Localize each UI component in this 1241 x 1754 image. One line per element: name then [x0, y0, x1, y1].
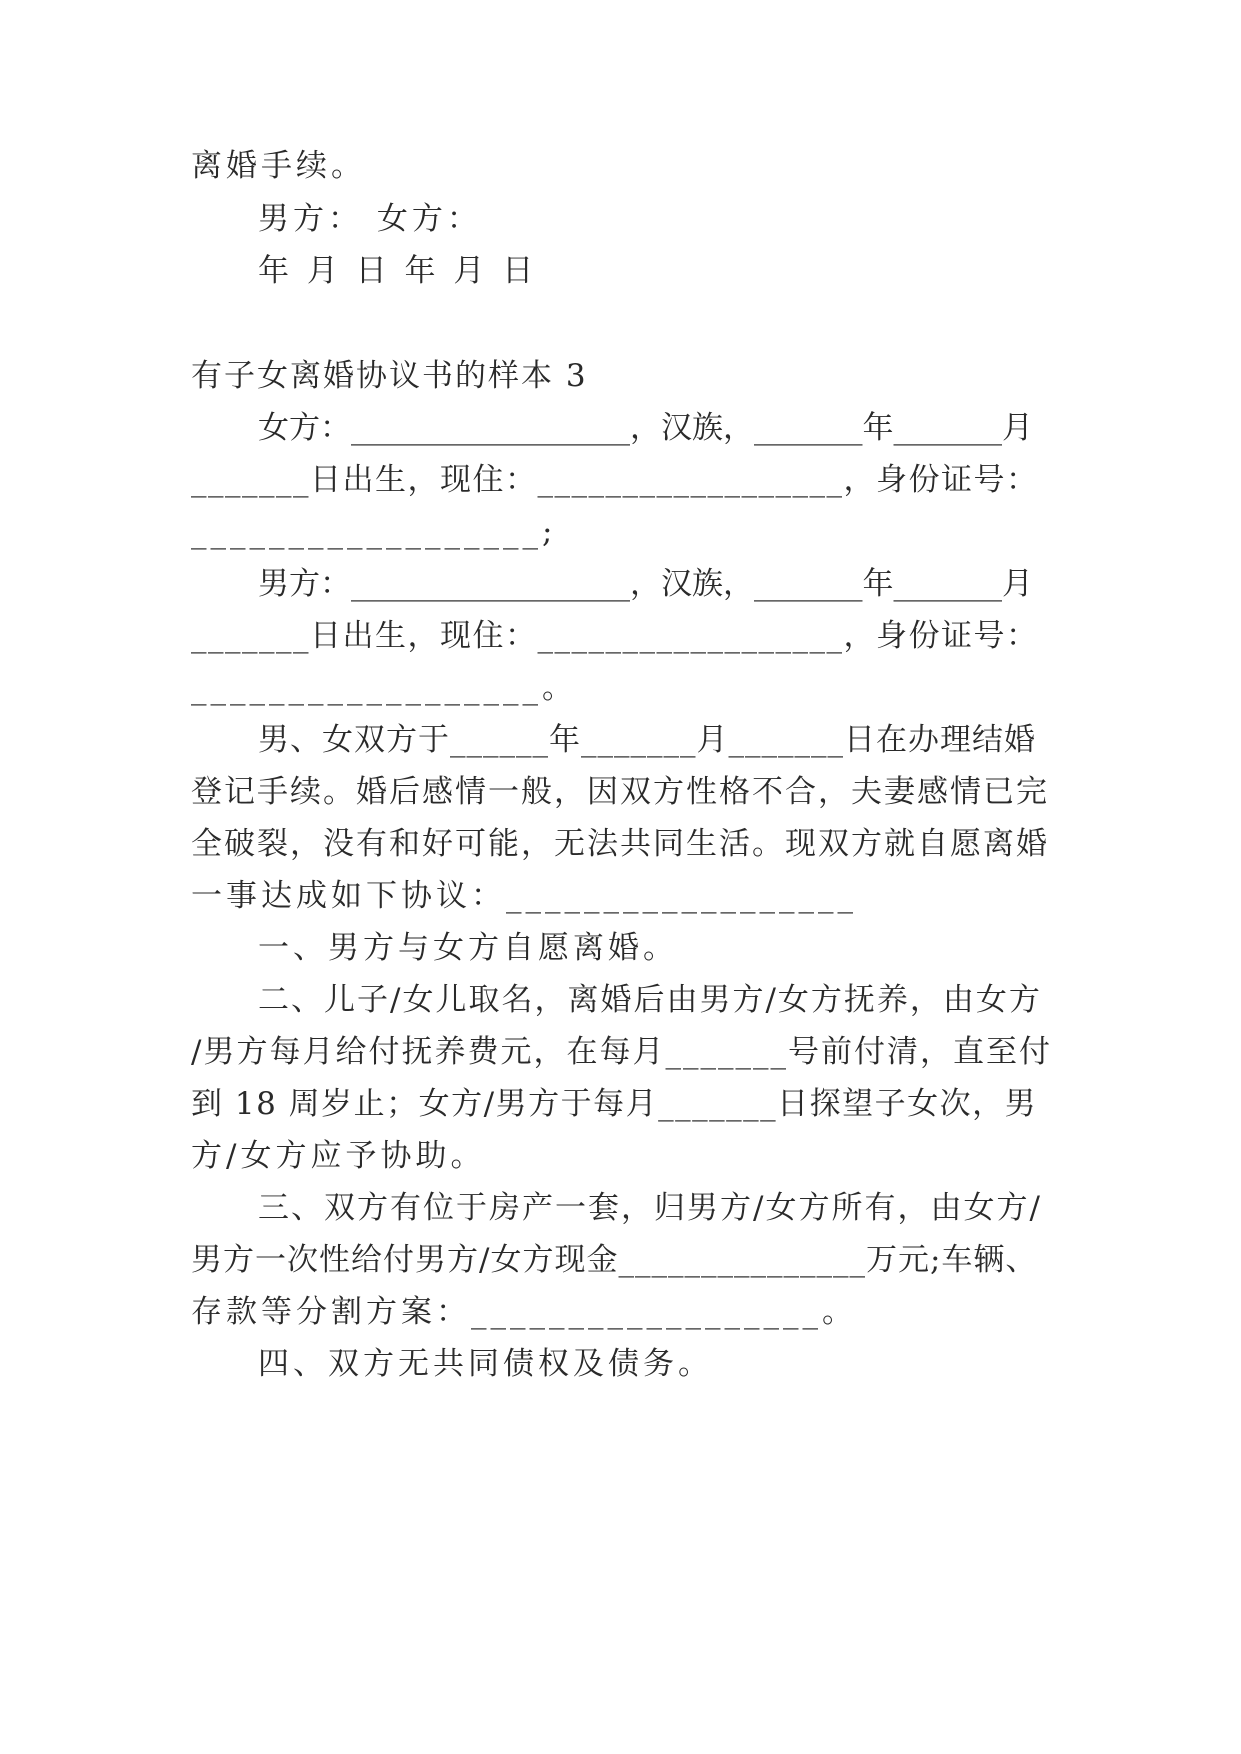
male-info-line-1: 男方：__________________，汉族，_______年_______月 — [258, 566, 1033, 602]
date-line: 年 月 日 年 月 日 — [258, 253, 538, 289]
clause-3-line-1: 三、双方有位于房产一套，归男方/女方所有，由女方/ — [258, 1190, 1042, 1226]
clause-2-line-2: /男方每月给付抚养费元，在每月_______号前付清，直至付 — [191, 1034, 1052, 1070]
clause-2-line-3: 到 18 周岁止；女方/男方于每月_______日探望子女次，男 — [191, 1086, 1038, 1122]
female-info-line-1: 女方：__________________，汉族，_______年_______月 — [258, 410, 1033, 446]
clause-4: 四、双方无共同债权及债务。 — [258, 1346, 713, 1382]
male-info-line-3: __________________。 — [191, 670, 577, 706]
intro-line-4: 一事达成如下协议：__________________ — [191, 878, 857, 914]
section-title: 有子女离婚协议书的样本 3 — [191, 358, 588, 394]
clause-1: 一、男方与女方自愿离婚。 — [258, 930, 678, 966]
signature-line: 男方： 女方： — [258, 201, 482, 237]
closing-line: 离婚手续。 — [191, 148, 366, 184]
clause-2-line-4: 方/女方应予协助。 — [191, 1138, 486, 1174]
intro-line-3: 全破裂，没有和好可能，无法共同生活。现双方就自愿离婚 — [191, 826, 1049, 862]
intro-line-2: 登记手续。婚后感情一般，因双方性格不合，夫妻感情已完 — [191, 774, 1049, 810]
clause-2-line-1: 二、儿子/女儿取名，离婚后由男方/女方抚养，由女方 — [258, 982, 1042, 1018]
intro-line-1: 男、女双方于______年_______月_______日在办理结婚 — [258, 722, 1036, 758]
female-info-line-2: _______日出生，现住：__________________，身份证号： — [191, 462, 1039, 498]
male-info-line-2: _______日出生，现住：__________________，身份证号： — [191, 618, 1039, 654]
female-info-line-3: __________________; — [191, 514, 557, 550]
clause-3-line-3: 存款等分割方案：__________________。 — [191, 1294, 857, 1330]
clause-3-line-2: 男方一次性给付男方/女方现金_______________万元;车辆、 — [191, 1242, 1038, 1278]
